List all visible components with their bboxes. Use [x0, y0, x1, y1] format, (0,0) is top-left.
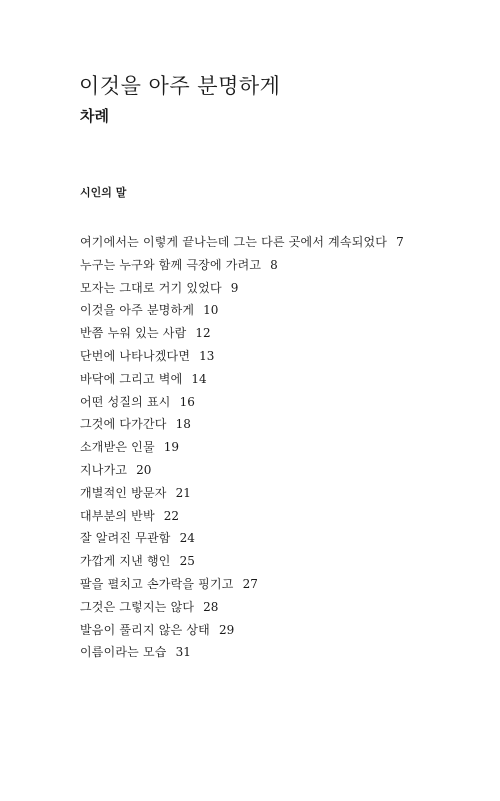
- toc-entry[interactable]: [80, 596, 440, 619]
- toc-entry[interactable]: [80, 482, 440, 505]
- toc-entry[interactable]: [80, 254, 440, 277]
- toc-entry-page: 18: [175, 417, 191, 432]
- toc-entry-page: 21: [175, 485, 191, 500]
- toc-entry-page: 8: [270, 257, 278, 272]
- toc-entry-title: 반쯤 누워 있는 사람: [80, 326, 187, 341]
- toc-entry-title: 어떤 성질의 표시: [80, 394, 171, 409]
- toc-entry[interactable]: [80, 641, 440, 664]
- toc-entry-title: 그것은 그렇지는 않다: [80, 599, 195, 614]
- toc-entry-page: 27: [242, 576, 258, 591]
- toc-entry-page: 13: [199, 348, 215, 363]
- toc-entry[interactable]: [80, 391, 440, 414]
- toc-entry-page: 20: [136, 462, 152, 477]
- book-title: 이것을 아주 분명하게: [79, 74, 281, 98]
- toc-entry-title: 누구는 누구와 함께 극장에 가려고: [80, 257, 262, 272]
- toc-entry-page: 9: [230, 280, 239, 295]
- toc-entry-page: 7: [396, 235, 404, 249]
- toc-entry[interactable]: [80, 322, 440, 345]
- toc-entry[interactable]: [80, 619, 440, 642]
- toc-entry-title: 그것에 다가간다: [80, 417, 167, 432]
- toc-entry-page: 19: [163, 440, 180, 455]
- toc-entry-title: 이름이라는 모습: [80, 645, 167, 660]
- toc-entry-page: 14: [191, 371, 207, 386]
- toc-entry[interactable]: [80, 299, 440, 322]
- toc-entry[interactable]: [80, 550, 440, 573]
- table-of-contents: [80, 231, 440, 664]
- toc-entry[interactable]: [80, 527, 440, 550]
- toc-entry[interactable]: [80, 368, 440, 391]
- toc-entry-title: 팔을 펼치고 손가락을 핑기고: [80, 576, 234, 591]
- toc-entry[interactable]: [80, 505, 440, 528]
- toc-entry-title: 단번에 나타나겠다면: [80, 348, 191, 363]
- section-heading-poets-note: 시인의 말: [80, 186, 127, 199]
- toc-entry-page: 29: [218, 622, 235, 637]
- toc-entry-title: 발음이 풀리지 않은 상태: [80, 622, 210, 637]
- toc-entry-page: 10: [203, 303, 219, 318]
- toc-entry-title: 개별적인 방문자: [80, 485, 167, 500]
- toc-entry-page: 12: [195, 326, 211, 341]
- toc-entry-title: 소개받은 인물: [80, 440, 155, 455]
- toc-entry[interactable]: [80, 345, 440, 368]
- toc-entry-title: 이것을 아주 분명하게: [80, 303, 195, 318]
- toc-entry-page: 28: [203, 599, 219, 614]
- toc-entry-page: 22: [163, 508, 180, 523]
- toc-entry-title: 바닥에 그리고 벽에: [80, 371, 183, 386]
- toc-entry-title: 잘 알려진 무관함: [80, 531, 171, 546]
- toc-entry[interactable]: [80, 277, 440, 300]
- toc-entry-title: 가깝게 지낸 행인: [80, 554, 171, 569]
- toc-entry-page: 24: [179, 531, 195, 546]
- toc-entry-title: 여기에서는 이렇게 끝나는데 그는 다른 곳에서 계속되었다: [80, 235, 388, 249]
- toc-entry[interactable]: [80, 231, 440, 254]
- toc-entry-title: 지나가고: [80, 462, 128, 477]
- contents-label: 차례: [80, 107, 109, 125]
- toc-entry-page: 25: [179, 554, 195, 569]
- toc-entry[interactable]: [80, 573, 440, 596]
- toc-entry-page: 16: [179, 394, 195, 409]
- toc-entry-title: 모자는 그대로 거기 있었다: [80, 280, 222, 295]
- toc-entry[interactable]: [80, 413, 440, 436]
- toc-entry-page: 31: [175, 645, 191, 660]
- toc-entry[interactable]: [80, 459, 440, 482]
- toc-entry-title: 대부분의 반박: [80, 508, 155, 523]
- toc-entry[interactable]: [80, 436, 440, 459]
